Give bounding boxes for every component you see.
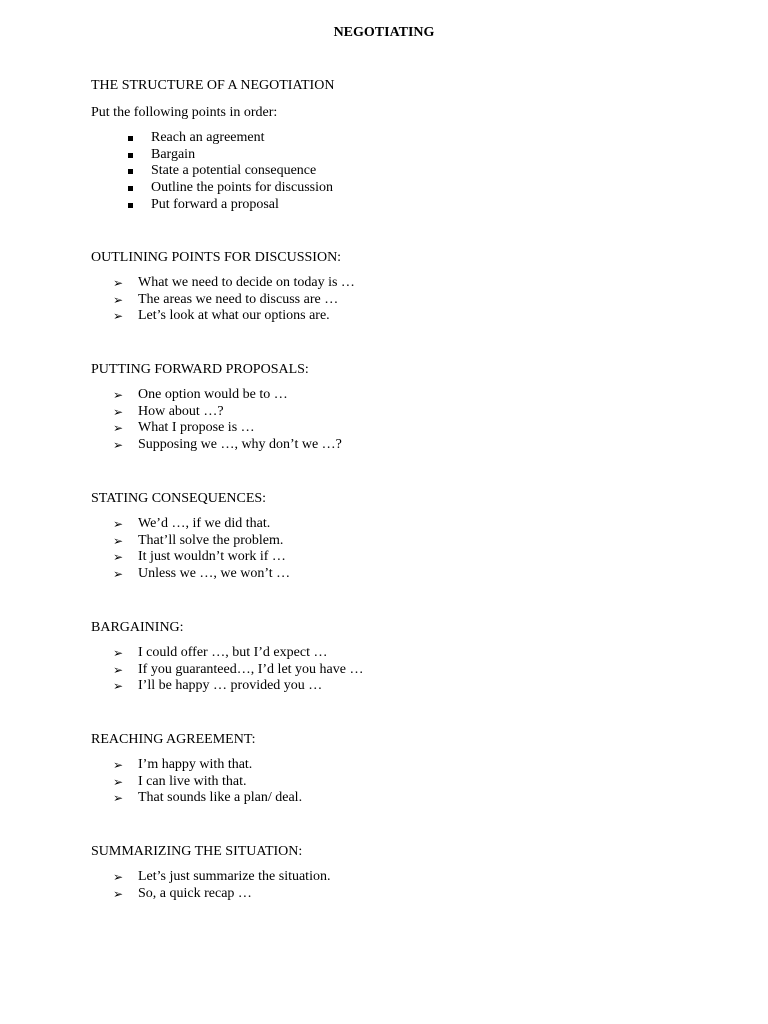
section-heading: STATING CONSEQUENCES:: [91, 491, 267, 506]
list-item-text: That’ll solve the problem.: [138, 532, 284, 548]
arrow-bullet-icon: ➢: [113, 517, 124, 531]
list-item-text: What I propose is …: [138, 420, 255, 436]
list-item: [91, 516, 711, 533]
phrase-list: [91, 645, 711, 695]
list-item: [91, 130, 711, 147]
arrow-bullet-icon: ➢: [113, 646, 124, 660]
arrow-bullet-icon: ➢: [113, 388, 124, 402]
arrow-bullet-icon: ➢: [113, 404, 124, 419]
list-item: [91, 662, 711, 679]
arrow-bullet-icon: ➢: [113, 791, 124, 806]
arrow-bullet-icon: ➢: [113, 774, 124, 789]
list-item-text: Bargain: [151, 146, 196, 162]
list-item: [91, 275, 711, 292]
section-heading: THE STRUCTURE OF A NEGOTIATION: [91, 78, 335, 93]
list-item: [91, 645, 711, 662]
arrow-bullet-icon: ➢: [113, 309, 124, 324]
list-item: [91, 757, 711, 774]
arrow-bullet-icon: ➢: [113, 533, 124, 548]
list-item: [91, 292, 711, 309]
list-item-text: Let’s look at what our options are.: [138, 308, 330, 324]
section-stating-consequences: [91, 490, 711, 583]
list-item: [91, 886, 711, 903]
list-item: [91, 549, 711, 566]
square-bullet-icon: [128, 186, 133, 191]
list-item-text: I could offer …, but I’d expect …: [138, 645, 328, 660]
section-putting-forward-proposals: [91, 361, 711, 454]
arrow-bullet-icon: ➢: [113, 276, 124, 290]
list-item-text: If you guaranteed…, I’d let you have …: [138, 661, 364, 677]
list-item-text: How about …?: [138, 403, 224, 419]
square-bullet-icon: [128, 203, 133, 208]
list-item: [91, 308, 711, 325]
list-item-text: I’ll be happy … provided you …: [138, 678, 323, 694]
square-bullet-icon: [128, 136, 133, 141]
section-heading: PUTTING FORWARD PROPOSALS:: [91, 362, 309, 377]
phrase-list: [91, 516, 711, 583]
list-item-text: So, a quick recap …: [138, 885, 252, 901]
arrow-bullet-icon: ➢: [113, 662, 124, 677]
list-item-text: I’m happy with that.: [138, 757, 253, 772]
list-item-text: I can live with that.: [138, 773, 247, 789]
arrow-bullet-icon: ➢: [113, 758, 124, 772]
section-heading: OUTLINING POINTS FOR DISCUSSION:: [91, 250, 342, 265]
list-item-text: Let’s just summarize the situation.: [138, 869, 331, 884]
list-item-text: Reach an agreement: [151, 130, 265, 145]
section-outlining-points: [91, 249, 711, 325]
arrow-bullet-icon: ➢: [113, 567, 124, 582]
list-item-text: Supposing we …, why don’t we …?: [138, 437, 342, 453]
square-bullet-icon: [128, 169, 133, 174]
list-item: [91, 790, 711, 807]
instruction-text: Put the following points in order:: [91, 105, 278, 120]
arrow-bullet-icon: ➢: [113, 870, 124, 884]
square-bullet-icon: [128, 153, 133, 158]
phrase-list: [91, 387, 711, 454]
list-item-text: Outline the points for discussion: [151, 180, 333, 196]
list-item-text: We’d …, if we did that.: [138, 516, 271, 531]
list-item: [91, 678, 711, 695]
list-item-text: State a potential consequence: [151, 163, 317, 179]
list-item: [91, 774, 711, 791]
list-item-text: The areas we need to discuss are …: [138, 291, 339, 307]
arrow-bullet-icon: ➢: [113, 550, 124, 565]
arrow-bullet-icon: ➢: [113, 438, 124, 453]
section-bargaining: [91, 619, 711, 695]
section-heading: SUMMARIZING THE SITUATION:: [91, 844, 303, 859]
phrase-list: [91, 275, 711, 325]
section-summarizing-situation: [91, 843, 711, 902]
list-item-text: What we need to decide on today is …: [138, 275, 355, 290]
arrow-bullet-icon: ➢: [113, 292, 124, 307]
section-structure: [91, 77, 711, 214]
list-item: [91, 437, 711, 454]
list-item: [91, 404, 711, 421]
order-list: [91, 130, 711, 214]
list-item: [91, 533, 711, 550]
list-item-text: One option would be to …: [138, 387, 288, 402]
list-item: [91, 869, 711, 886]
arrow-bullet-icon: ➢: [113, 886, 124, 901]
list-item: [91, 566, 711, 583]
list-item-text: Unless we …, we won’t …: [138, 566, 291, 582]
list-item-text: It just wouldn’t work if …: [138, 549, 286, 565]
section-reaching-agreement: [91, 731, 711, 807]
section-heading: REACHING AGREEMENT:: [91, 732, 256, 747]
list-item-text: Put forward a proposal: [151, 196, 279, 212]
document-title: NEGOTIATING: [333, 25, 435, 40]
list-item: [91, 147, 711, 164]
phrase-list: [91, 869, 711, 902]
list-item: [91, 420, 711, 437]
list-item: [91, 163, 711, 180]
list-item: [91, 197, 711, 214]
list-item: [91, 180, 711, 197]
list-item-text: That sounds like a plan/ deal.: [138, 790, 303, 806]
list-item: [91, 387, 711, 404]
arrow-bullet-icon: ➢: [113, 679, 124, 694]
arrow-bullet-icon: ➢: [113, 421, 124, 436]
section-heading: BARGAINING:: [91, 620, 184, 635]
phrase-list: [91, 757, 711, 807]
